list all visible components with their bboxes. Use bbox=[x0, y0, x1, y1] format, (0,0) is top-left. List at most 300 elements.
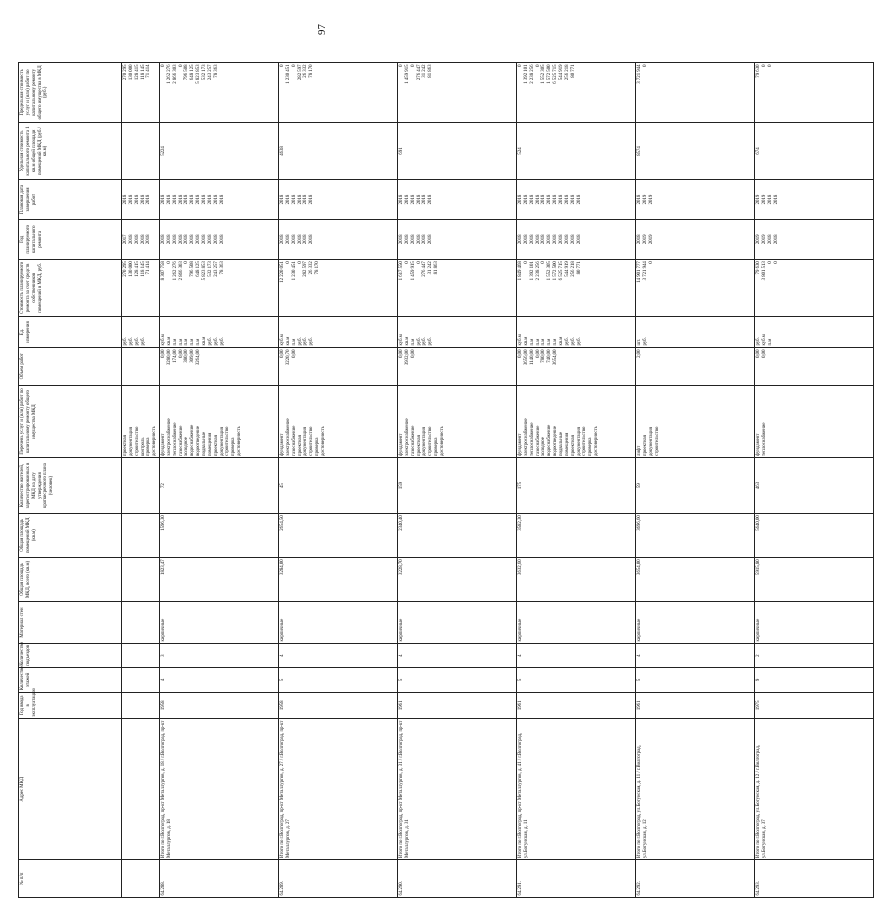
cell-works-line: водоснабжение bbox=[190, 424, 196, 456]
cell-residential-area: 1596,30 bbox=[160, 513, 279, 557]
cell-works-line: строительство bbox=[225, 426, 231, 456]
cell-works-line: строительство bbox=[428, 426, 434, 456]
cell-plan-date-line: 2018 bbox=[422, 194, 428, 205]
cell-residential-area: 3582,30 bbox=[517, 513, 636, 557]
cell-plan-year-line: 2018 bbox=[523, 234, 529, 245]
cell-plan-year bbox=[636, 219, 755, 259]
cell-cost-line: 243 257 bbox=[213, 261, 219, 277]
cell-plan-year-line: 2018 bbox=[541, 234, 547, 245]
cell-limit-cost-line: 130 000 bbox=[128, 64, 134, 81]
cell-no: 64.292. bbox=[636, 860, 755, 898]
cell-cost-line: 8 307 758 bbox=[161, 261, 167, 281]
cell-unit-line: шт. bbox=[637, 338, 643, 346]
cell-cost-line: 80 771 bbox=[576, 261, 582, 275]
cell-entrances: 4 bbox=[398, 643, 517, 667]
cell-unit-line: куб.м bbox=[161, 334, 167, 346]
cell-plan-date-line: 2018 bbox=[535, 194, 541, 205]
cell-works-line: помещения bbox=[207, 432, 213, 456]
cell-cost-line: 0 bbox=[767, 261, 773, 264]
cell-plan-year-line: 2018 bbox=[213, 234, 219, 245]
cell-limit-cost-line: 0 bbox=[410, 64, 416, 67]
cell-cost-line: 1 849 468 bbox=[518, 261, 524, 281]
table-row bbox=[755, 63, 874, 898]
cell-works-line: строительство bbox=[582, 426, 588, 456]
cell-address: Итого по г.Волгоград, пр-кт Металлургов, д. 27 / г.Волгоград, пр-кт Металлургов, д. 27 bbox=[279, 719, 398, 860]
cell-plan-year-line: 2018 bbox=[422, 234, 428, 245]
cell-residents: 45 bbox=[279, 458, 398, 513]
header-volume: Объем работ bbox=[19, 348, 122, 386]
cell-works-line: фундамент bbox=[161, 433, 167, 456]
cell-works-line: электроснабжение bbox=[404, 418, 410, 456]
cell-unit-line: руб. bbox=[309, 337, 315, 346]
cell-unit-line: руб. bbox=[303, 337, 309, 346]
cell-cost-line: 2 866 303 bbox=[178, 261, 184, 281]
cell-unit-line: п.м bbox=[553, 338, 559, 346]
header-limit-cost: Предельная стоимость услуг и (или) работ по капитальному ремонту общего имущества в МКД (руб.) bbox=[19, 63, 122, 123]
cell-volume-line: 3656,00 bbox=[523, 349, 529, 366]
cell-limit-cost bbox=[517, 63, 636, 123]
cell-plan-date-line: 2019 bbox=[648, 194, 654, 205]
cell-volume-line: 174,00 bbox=[172, 349, 178, 363]
cell-plan-date-line: 2018 bbox=[207, 194, 213, 205]
cell-cost bbox=[636, 259, 755, 316]
cell-volume-line: 0,00 bbox=[161, 349, 167, 358]
cell-wall-material: кирпичные bbox=[398, 602, 517, 644]
cell-works bbox=[636, 385, 755, 458]
cell-no: 64.291. bbox=[517, 860, 636, 898]
cell-unit-line: руб. bbox=[207, 337, 213, 346]
cell-specific-cost-line: 5224 bbox=[161, 146, 167, 156]
cell-total-area: 3284,00 bbox=[279, 557, 398, 601]
cell-address: Итого по г.Волгоград, пр-кт Металлургов, д. 41 / г.Волгоград, ул.Богунская, д. 11 bbox=[517, 719, 636, 860]
cell-residential-area: 2654,50 bbox=[279, 513, 398, 557]
cell-limit-cost bbox=[160, 63, 279, 123]
cell-works-line: документация bbox=[128, 427, 134, 456]
cell-works-line: фундамент bbox=[518, 433, 524, 456]
cell-cost-line: 81 863 bbox=[434, 261, 440, 275]
cell-unit-line: кв.м bbox=[558, 336, 564, 346]
cell-limit-cost-line: 544 919 bbox=[558, 64, 564, 81]
cell-limit-cost-line: 0 bbox=[291, 64, 297, 67]
cell-volume-line: 0,00 bbox=[399, 349, 405, 358]
table-row bbox=[279, 63, 398, 898]
cell-works bbox=[279, 385, 398, 458]
cell-limit-cost-line: 5 823 853 bbox=[196, 64, 202, 84]
cell-unit-line: п.м bbox=[541, 338, 547, 346]
cell-unit-line: руб. bbox=[642, 337, 648, 346]
cell-volume-line: 0,00 bbox=[761, 349, 767, 358]
cell-plan-date bbox=[755, 180, 874, 220]
header-works: Перечень услуг и (или) работ по капитальному ремонту общего имущества МКД bbox=[19, 385, 122, 458]
cell-plan-date-line: 2018 bbox=[416, 194, 422, 205]
cell-plan-year-line: 2018 bbox=[172, 234, 178, 245]
cell-volume bbox=[160, 348, 279, 386]
cell-plan-year-line: 2018 bbox=[184, 234, 190, 245]
cell-cost-line: 0 bbox=[773, 261, 779, 264]
cell-residents: 463 bbox=[755, 458, 874, 513]
cell-works-line: подвальные bbox=[201, 431, 207, 456]
cell-unit bbox=[636, 317, 755, 348]
cell-limit-cost-line: 1 552 305 bbox=[541, 64, 547, 84]
header-residential-area: Общая площадь помещений МКД (кв.м) bbox=[19, 513, 122, 557]
cell-plan-date-line: 2018 bbox=[134, 194, 140, 205]
cell-works-line: достоверность bbox=[237, 426, 243, 456]
cell-plan-date-line: 2018 bbox=[128, 194, 134, 205]
cell-cost-line: 0 bbox=[523, 261, 529, 264]
cell-limit-cost-line: 0 bbox=[642, 64, 648, 67]
cell-limit-cost bbox=[279, 63, 398, 123]
cell-unit-line: куб.м bbox=[399, 334, 405, 346]
table-body bbox=[122, 63, 874, 898]
cell-unit-line: кв.м bbox=[285, 336, 291, 346]
cell-works bbox=[755, 385, 874, 458]
cell-unit-line: п.м bbox=[535, 338, 541, 346]
cell-wall-material: кирпичные bbox=[517, 602, 636, 644]
cell-works-line: документация bbox=[576, 427, 582, 456]
cell-plan-year bbox=[517, 219, 636, 259]
cell-limit-cost-line: 256 218 bbox=[564, 64, 570, 81]
cell-unit-line: п.м bbox=[767, 338, 773, 346]
cell-works-line: строительство bbox=[134, 426, 140, 456]
cell-cost-line: 0 bbox=[285, 261, 291, 264]
cell-cost-line: 796 508 bbox=[190, 261, 196, 277]
cell-year: 1961 bbox=[398, 692, 517, 719]
cell-plan-date-line: 2018 bbox=[297, 194, 303, 205]
cell-plan-year bbox=[398, 219, 517, 259]
cell-specific-cost bbox=[755, 122, 874, 179]
cell-unit-line: п.м bbox=[291, 338, 297, 346]
cell-limit-cost-line: 80 771 bbox=[570, 64, 576, 78]
cell-plan-year-line: 2018 bbox=[178, 234, 184, 245]
cell-cost-line: 1 230 451 bbox=[291, 261, 297, 281]
cell-works-line: электроснабжение bbox=[285, 418, 291, 456]
cell-works bbox=[122, 385, 160, 458]
cell-wall-material: кирпичные bbox=[755, 602, 874, 644]
header-plan-date: Плановая дата завершения работ bbox=[19, 180, 122, 220]
cell-plan-year-line: 2018 bbox=[161, 234, 167, 245]
cell-unit-line: кв.м bbox=[201, 336, 207, 346]
cell-plan-date-line: 2018 bbox=[309, 194, 315, 205]
header-entrances: Количество подъездов bbox=[19, 643, 122, 667]
cell-limit-cost-line: 0 bbox=[280, 64, 286, 67]
cell-residents bbox=[122, 458, 160, 513]
cell-volume-line: 0,00 bbox=[410, 349, 416, 358]
cell-limit-cost bbox=[398, 63, 517, 123]
capital-repair-plan-table bbox=[18, 62, 874, 898]
cell-cost-line: 128 415 bbox=[134, 261, 140, 277]
cell-unit-line: куб.м bbox=[280, 334, 286, 346]
cell-plan-year bbox=[160, 219, 279, 259]
cell-works-line: электроснабжение bbox=[166, 418, 172, 456]
cell-volume-line: 3654,00 bbox=[553, 349, 559, 366]
cell-plan-year-line: 2018 bbox=[558, 234, 564, 245]
cell-works-line: контроль bbox=[140, 437, 146, 456]
cell-limit-cost-line: 1 459 915 bbox=[404, 64, 410, 84]
cell-volume-line: 3280,00 bbox=[166, 349, 172, 366]
header-specific-cost: Удельная стоимость капитального ремонта 1 кв.м общей площади помещений МКД (руб./кв.м) bbox=[19, 122, 122, 179]
cell-volume-line: 2,00 bbox=[637, 349, 643, 358]
cell-volume bbox=[398, 348, 517, 386]
cell-volume bbox=[755, 348, 874, 386]
cell-unit-line: п.м bbox=[196, 338, 202, 346]
cell-works-line: фундамент bbox=[399, 433, 405, 456]
cell-works bbox=[160, 385, 279, 458]
cell-cost-line: 3 801 513 bbox=[761, 261, 767, 281]
cell-works-line: документация bbox=[422, 427, 428, 456]
cell-works-line: газоснабжение bbox=[178, 425, 184, 456]
cell-plan-date bbox=[517, 180, 636, 220]
cell-entrances: 4 bbox=[279, 643, 398, 667]
cell-limit-cost-line: 796 508 bbox=[184, 64, 190, 81]
cell-entrances: 4 bbox=[636, 643, 755, 667]
cell-cost-line: 0 bbox=[416, 261, 422, 264]
cell-plan-year bbox=[755, 219, 874, 259]
cell-unit-line: руб. bbox=[428, 337, 434, 346]
cell-volume bbox=[279, 348, 398, 386]
cell-cost-line: 79 630 bbox=[756, 261, 762, 275]
cell-plan-date-line: 2018 bbox=[541, 194, 547, 205]
cell-cost-line: 1 552 305 bbox=[547, 261, 553, 281]
cell-volume-line: 740,00 bbox=[547, 349, 553, 363]
cell-entrances: 4 bbox=[517, 643, 636, 667]
header-cost: Стоимость планируемого ремонта за счет средств собственников помещений в МКД, руб. bbox=[19, 259, 122, 316]
cell-plan-year-line: 2018 bbox=[285, 234, 291, 245]
cell-works-line: теплоснабжение bbox=[761, 422, 767, 456]
header-address: Адрес МКД bbox=[19, 719, 122, 860]
cell-cost-line: 1 262 276 bbox=[172, 261, 178, 281]
cell-volume-line: 0,00 bbox=[535, 349, 541, 358]
cell-plan-date-line: 2018 bbox=[190, 194, 196, 205]
cell-limit-cost-line: 2 866 303 bbox=[172, 64, 178, 84]
cell-unit-line: п.м bbox=[410, 338, 416, 346]
cell-plan-year-line: 2019 bbox=[761, 234, 767, 245]
cell-works-line: фундамент bbox=[280, 433, 286, 456]
cell-limit-cost-line: 81 863 bbox=[428, 64, 434, 78]
cell-works-line: проверка bbox=[315, 437, 321, 456]
cell-volume-line: 309,00 bbox=[190, 349, 196, 363]
cell-cost-line: 2 238 256 bbox=[535, 261, 541, 281]
cell-works-line: документация bbox=[219, 427, 225, 456]
cell-wall-material: кирпичные bbox=[636, 602, 755, 644]
cell-plan-date-line: 2018 bbox=[201, 194, 207, 205]
cell-limit-cost bbox=[636, 63, 755, 123]
cell-unit bbox=[517, 317, 636, 348]
cell-cost-line: 12 220 051 bbox=[280, 261, 286, 283]
cell-unit-line: руб. bbox=[576, 337, 582, 346]
cell-unit-line: п.м bbox=[178, 338, 184, 346]
cell-volume-line: 0,00 bbox=[518, 349, 524, 358]
cell-plan-year-line: 2018 bbox=[547, 234, 553, 245]
cell-total-area: 3228,70 bbox=[398, 557, 517, 601]
cell-works-line: документация bbox=[303, 427, 309, 456]
cell-limit-cost-line: 31 242 bbox=[422, 64, 428, 78]
header-no: № п/п bbox=[19, 860, 122, 898]
cell-cost-line: 0 bbox=[404, 261, 410, 264]
cell-limit-cost-line: 0 bbox=[535, 64, 541, 67]
cell-wall-material bbox=[122, 602, 160, 644]
cell-cost-line: 0 bbox=[297, 261, 303, 264]
header-unit: Ед. измерения bbox=[19, 317, 122, 348]
cell-plan-year-line: 2018 bbox=[416, 234, 422, 245]
cell-plan-year-line: 2018 bbox=[140, 234, 146, 245]
cell-plan-date-line: 2018 bbox=[404, 194, 410, 205]
cell-plan-year-line: 2018 bbox=[219, 234, 225, 245]
cell-plan-year-line: 2018 bbox=[190, 234, 196, 245]
cell-volume-line: 0,00 bbox=[291, 349, 297, 358]
cell-plan-year bbox=[122, 219, 160, 259]
rotated-table-sheet bbox=[18, 62, 779, 898]
cell-unit-line: руб. bbox=[570, 337, 576, 346]
cell-works-line: проектная bbox=[570, 435, 576, 456]
header-total-area: Общая площадь МКД, всего (кв.м) bbox=[19, 557, 122, 601]
cell-unit-line: руб. bbox=[297, 337, 303, 346]
table-row bbox=[398, 63, 517, 898]
cell-plan-date-line: 2018 bbox=[399, 194, 405, 205]
cell-cost-line: 6 525 715 bbox=[558, 261, 564, 281]
cell-specific-cost-line: 4638 bbox=[280, 146, 286, 156]
cell-limit-cost-line: 2 238 256 bbox=[529, 64, 535, 84]
cell-works-line: строительство bbox=[654, 426, 660, 456]
cell-total-area: 3654,00 bbox=[636, 557, 755, 601]
cell-limit-cost-line: 270 295 bbox=[123, 64, 128, 81]
cell-no: 64.288. bbox=[160, 860, 279, 898]
cell-plan-date-line: 2018 bbox=[161, 194, 167, 205]
table-row bbox=[517, 63, 636, 898]
cell-plan-date-line: 2018 bbox=[570, 194, 576, 205]
cell-entrances bbox=[122, 643, 160, 667]
cell-volume bbox=[122, 348, 160, 386]
cell-works-line: холодное bbox=[541, 437, 547, 456]
table-row bbox=[122, 63, 160, 898]
cell-cost-line: 118 145 bbox=[140, 261, 146, 277]
cell-cost bbox=[398, 259, 517, 316]
cell-plan-year-line: 2018 bbox=[428, 234, 434, 245]
cell-plan-year-line: 2018 bbox=[404, 234, 410, 245]
cell-limit-cost-line: 26 332 bbox=[303, 64, 309, 78]
cell-cost-line: 71 414 bbox=[146, 261, 152, 275]
cell-plan-date-line: 2018 bbox=[178, 194, 184, 205]
cell-works-line: проектная bbox=[123, 435, 128, 456]
cell-cost bbox=[517, 259, 636, 316]
cell-limit-cost-line: 78 363 bbox=[213, 64, 219, 78]
cell-plan-date bbox=[160, 180, 279, 220]
cell-specific-cost-line: 8574 bbox=[637, 146, 643, 156]
cell-plan-date-line: 2019 bbox=[761, 194, 767, 205]
cell-floors: 4 bbox=[160, 668, 279, 692]
cell-limit-cost-line: 243 257 bbox=[207, 64, 213, 81]
cell-works-line: проверка bbox=[434, 437, 440, 456]
cell-cost-line: 31 242 bbox=[428, 261, 434, 275]
cell-floors: 5 bbox=[517, 668, 636, 692]
cell-specific-cost-line: 691 bbox=[399, 147, 405, 155]
cell-cost-line: 1 617 550 bbox=[399, 261, 405, 281]
cell-unit-line: руб. bbox=[422, 337, 428, 346]
cell-cost-line: 282 597 bbox=[303, 261, 309, 277]
cell-cost-line: 1 459 915 bbox=[410, 261, 416, 281]
cell-limit-cost-line: 3 721 944 bbox=[637, 64, 643, 84]
cell-year: 1958 bbox=[279, 692, 398, 719]
cell-plan-year-line: 2019 bbox=[756, 234, 762, 245]
cell-limit-cost-line: 79 630 bbox=[756, 64, 762, 78]
cell-limit-cost-line: 6 525 715 bbox=[553, 64, 559, 84]
cell-limit-cost-line: 1 262 276 bbox=[166, 64, 172, 84]
cell-residents: 59 bbox=[636, 458, 755, 513]
cell-works-line: достоверность bbox=[439, 426, 445, 456]
cell-plan-date-line: 2018 bbox=[146, 194, 152, 205]
cell-plan-year bbox=[279, 219, 398, 259]
cell-unit-line: п.м bbox=[547, 338, 553, 346]
cell-plan-date bbox=[279, 180, 398, 220]
cell-plan-date-line: 2018 bbox=[123, 194, 128, 205]
cell-plan-date-line: 2018 bbox=[410, 194, 416, 205]
cell-floors: 5 bbox=[636, 668, 755, 692]
cell-limit-cost-line: 0 bbox=[399, 64, 405, 67]
cell-floors bbox=[122, 668, 160, 692]
cell-cost bbox=[160, 259, 279, 316]
cell-entrances: 3 bbox=[160, 643, 279, 667]
cell-plan-year-line: 2018 bbox=[410, 234, 416, 245]
cell-residents: 159 bbox=[398, 458, 517, 513]
cell-volume-line: 0,00 bbox=[756, 349, 762, 358]
cell-plan-date-line: 2018 bbox=[564, 194, 570, 205]
cell-cost-line: 0 bbox=[648, 261, 654, 264]
cell-limit-cost-line: 1 230 451 bbox=[285, 64, 291, 84]
cell-specific-cost-line: 674 bbox=[756, 147, 762, 155]
cell-total-area: 5915,80 bbox=[755, 557, 874, 601]
cell-plan-year-line: 2018 bbox=[146, 234, 152, 245]
cell-limit-cost bbox=[122, 63, 160, 123]
cell-plan-date bbox=[122, 180, 160, 220]
cell-plan-date-line: 2018 bbox=[767, 194, 773, 205]
cell-unit-line: руб. bbox=[140, 337, 146, 346]
cell-plan-year-line: 2018 bbox=[303, 234, 309, 245]
cell-plan-date-line: 2018 bbox=[523, 194, 529, 205]
cell-limit-cost-line: 78 170 bbox=[309, 64, 315, 78]
cell-works-line: проверка bbox=[588, 437, 594, 456]
cell-limit-cost-line: 1 392 101 bbox=[523, 64, 529, 84]
page-number: 97 bbox=[316, 24, 328, 35]
cell-plan-date-line: 2018 bbox=[773, 194, 779, 205]
cell-cost-line: 0 bbox=[166, 261, 172, 264]
cell-plan-year-line: 2018 bbox=[553, 234, 559, 245]
cell-year: 1958 bbox=[160, 692, 279, 719]
cell-specific-cost bbox=[279, 122, 398, 179]
table-row bbox=[160, 63, 279, 898]
cell-works-line: документация bbox=[648, 427, 654, 456]
cell-works-line: теплоснабжение bbox=[529, 422, 535, 456]
cell-works-line: теплоснабжение bbox=[172, 422, 178, 456]
cell-unit-line: руб. bbox=[416, 337, 422, 346]
cell-no: 64.290. bbox=[398, 860, 517, 898]
cell-works-line: проектная bbox=[416, 435, 422, 456]
cell-year: 1961 bbox=[517, 692, 636, 719]
cell-plan-date-line: 2019 bbox=[642, 194, 648, 205]
cell-cost bbox=[755, 259, 874, 316]
cell-plan-date-line: 2018 bbox=[553, 194, 559, 205]
cell-unit-line: п.м bbox=[172, 338, 178, 346]
header-residents: Количество жителей, зарегистрированных в МКД на дату утверждения краткосрочного плана (человек) bbox=[19, 458, 122, 513]
cell-unit-line: куб.м bbox=[761, 334, 767, 346]
cell-works-line: достоверность bbox=[594, 426, 600, 456]
cell-works-line: водоотведение bbox=[553, 426, 559, 456]
cell-works bbox=[398, 385, 517, 458]
cell-works-line: проверка bbox=[231, 437, 237, 456]
cell-unit bbox=[755, 317, 874, 348]
cell-unit-line: кв.м bbox=[523, 336, 529, 346]
cell-plan-year-line: 2018 bbox=[570, 234, 576, 245]
cell-works-line: холодное bbox=[184, 437, 190, 456]
cell-plan-date-line: 2018 bbox=[547, 194, 553, 205]
